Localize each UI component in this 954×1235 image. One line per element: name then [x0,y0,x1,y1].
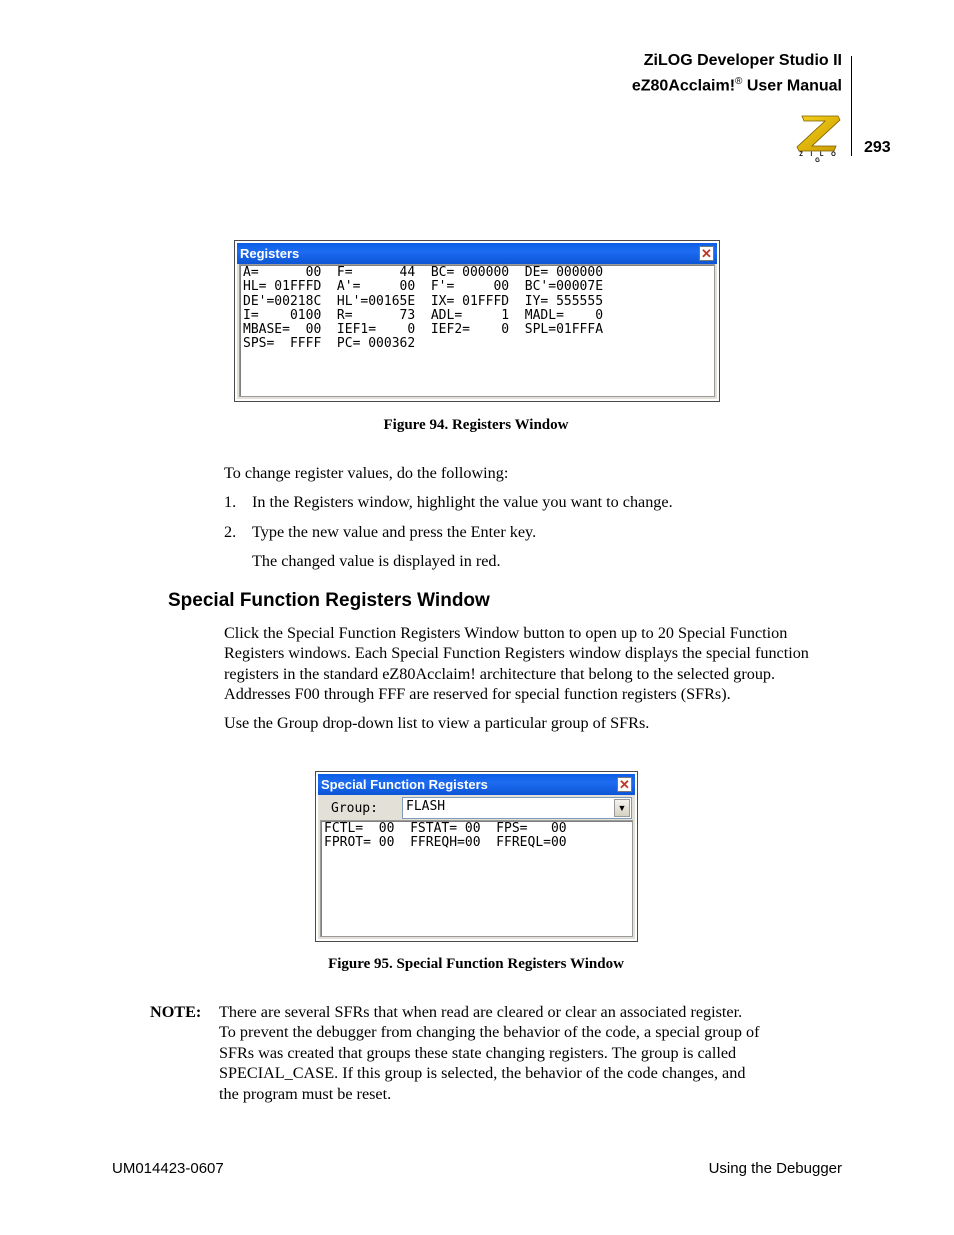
note-line: the program must be reset. [219,1084,392,1103]
sfr-line[interactable]: FPROT= 00 FFREQH=00 FFREQL=00 [324,835,567,851]
register-line[interactable]: MBASE= 00 IEF1= 0 IEF2= 0 SPL=01FFFA [243,322,604,338]
registers-window [234,240,720,402]
footer-doc-id: UM014423-0607 [112,1160,224,1177]
registered-mark: ® [735,76,743,87]
section-heading: Special Function Registers Window [168,590,490,611]
sfr-title: Special Function Registers [321,777,488,792]
close-icon[interactable]: ✕ [699,246,714,261]
header-product: eZ80Acclaim! [631,77,736,95]
header-divider [851,56,852,156]
note-label: NOTE: [150,1003,202,1021]
sfr-line[interactable]: FCTL= 00 FSTAT= 00 FPS= 00 [324,821,567,836]
zilog-logo [796,113,842,164]
group-label: Group: [331,801,378,816]
footer-section: Using the Debugger [708,1160,842,1177]
registers-title: Registers [240,246,300,261]
sfr-list[interactable] [320,820,633,937]
register-line[interactable]: HL= 01FFFD A'= 00 F'= 00 BC'=00007E [243,279,604,295]
paragraph-line: Registers windows. Each Special Function Registers window displays the special function [224,644,809,663]
register-line[interactable]: DE'=00218C HL'=00165E IX= 01FFFD IY= 555555 [243,293,604,309]
group-value: FLASH [406,799,446,814]
note-line: SPECIAL_CASE. If this group is selected, the behavior of the code changes, and [219,1064,746,1083]
header-subtitle [632,72,842,96]
section-paragraph-2: Use the Group drop-down list to view a particular group of SFRs. [224,714,650,732]
step-note: The changed value is displayed in red. [252,552,501,570]
step-1-text: In the Registers window, highlight the value you want to change. [252,493,673,511]
chevron-down-icon[interactable]: ▼ [614,799,630,817]
paragraph-line: Click the Special Function Registers Window button to open up to 20 Special Function [224,624,788,642]
close-icon[interactable]: ✕ [617,777,632,792]
header-title: ZiLOG Developer Studio II [643,52,842,69]
header-manual: User Manual [742,77,842,95]
step-2-number: 2. [224,523,237,541]
figure-95-caption: Figure 95. Special Function Registers Window [328,956,624,972]
page-number: 293 [864,139,891,156]
note-line: To prevent the debugger from changing the behavior of the code, a special group of [219,1023,760,1042]
logo-wordmark: Z I L O G [799,152,839,164]
registers-body [237,264,717,399]
registers-titlebar [237,243,717,264]
note-line: SFRs was created that groups these state changing registers. The group is called [219,1043,737,1062]
sfr-titlebar [318,774,635,795]
step-1-number: 1. [224,493,237,511]
register-line[interactable]: I= 0100 R= 73 ADL= 1 MADL= 0 [243,307,604,323]
intro-text: To change register values, do the following: [224,464,509,482]
step-2-text: Type the new value and press the Enter key. [252,523,537,541]
sfr-window [315,771,638,942]
registers-list[interactable] [239,264,715,397]
sfr-body [318,795,635,939]
figure-94-caption: Figure 94. Registers Window [383,417,569,433]
note-text [219,1002,839,1104]
note-line: There are several SFRs that when read are cleared or clear an associated register. [219,1003,743,1021]
register-line[interactable]: SPS= FFFF PC= 000362 [243,336,416,352]
group-dropdown[interactable] [402,797,632,819]
paragraph-line: registers in the standard eZ80Acclaim! architecture that belong to the selected group. [224,664,776,683]
section-paragraph [224,623,854,705]
register-line[interactable]: A= 00 F= 44 BC= 000000 DE= 000000 [243,265,604,280]
paragraph-line: Addresses F00 through FFF are reserved for special function registers (SFRs). [224,685,731,704]
